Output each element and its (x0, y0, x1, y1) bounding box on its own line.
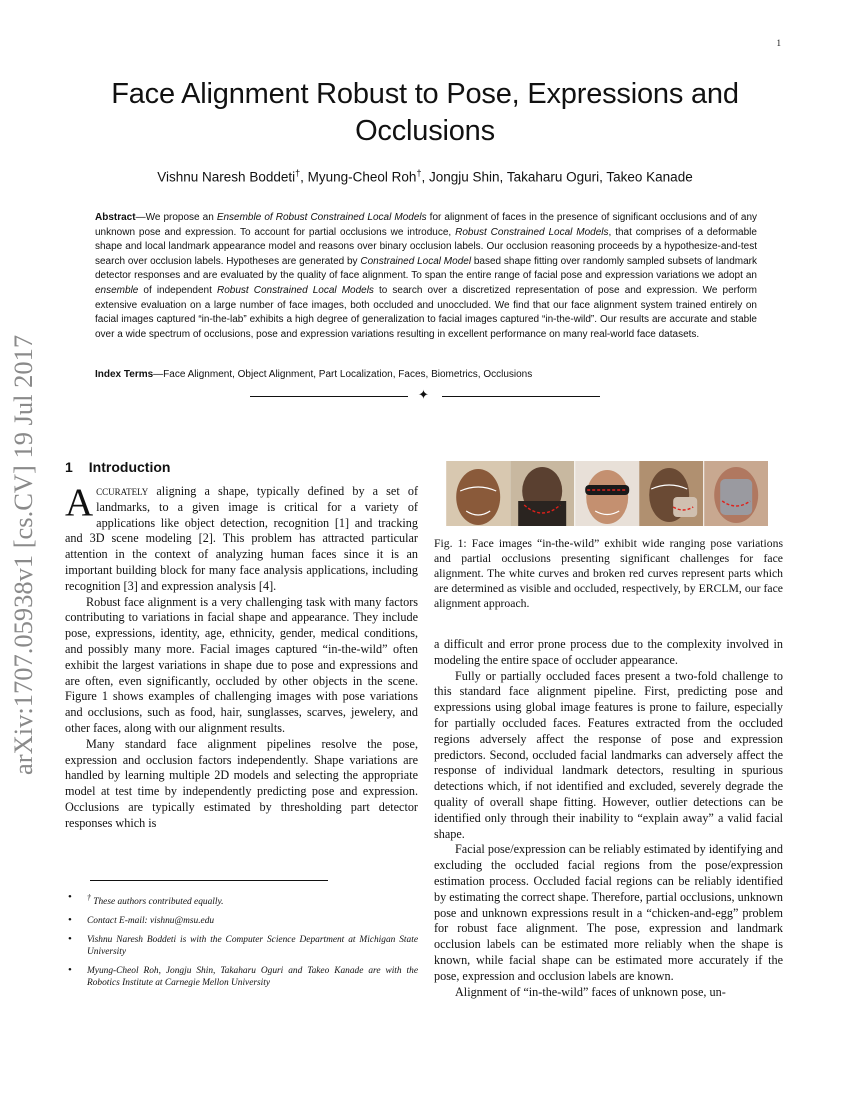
index-terms-dash: — (153, 369, 164, 380)
index-terms (95, 369, 757, 380)
section-number: 1 (65, 459, 73, 475)
author-list (60, 168, 790, 185)
bullet-icon: • (68, 891, 72, 903)
bullet-icon: • (68, 933, 72, 946)
footnote (65, 892, 418, 908)
author-name: Vishnu Naresh Boddeti (157, 169, 296, 185)
abstract-dash: — (135, 212, 146, 223)
paragraph: Robust face alignment is a very challenging task with many factors contributing to variations in facial shape and appearance. They include pose, expressions, identity, age, ethnicity, gender, medical conditions, and possibly many more. Facial images captured “in-the-wild” often exhibit the largest variations in shape due to pose and expressions and are often, even significantly, occluded by other objects in the scene. Figure 1 shows examples of challenging images with pose variations and occlusions, such as food, hair, sunglasses, scarves, jewelery, and other faces, along with our alignment results. (65, 594, 418, 735)
abstract-emphasis: ensemble (95, 284, 139, 296)
face-5-occluder (720, 479, 752, 515)
abstract-text: based shape fitting over randomly sampled subsets of landmark detector responses and are evaluated by the quality of face alignment. To span the entire range of facial pose and expression variations we adopt an (95, 255, 758, 282)
author-separator: , (300, 169, 308, 185)
footnote-text: Contact E-mail: vishnu@msu.edu (87, 916, 215, 927)
face-image-1 (446, 461, 510, 526)
abstract (95, 211, 757, 342)
face-image-2 (510, 461, 574, 526)
author-name: Myung-Cheol Roh (307, 169, 417, 185)
title-line-1: Face Alignment Robust to Pose, Expressions and (111, 78, 739, 110)
author-mark: † (295, 168, 301, 178)
abstract-body (95, 212, 757, 340)
figure-1-caption (434, 537, 783, 612)
author-mark: † (416, 168, 422, 178)
right-column-body (434, 637, 783, 1000)
abstract-emphasis: Robust Constrained Local Models (455, 226, 609, 238)
page-number: 1 (776, 38, 781, 48)
face-1-skin (456, 469, 500, 525)
abstract-text: We propose an (145, 212, 217, 223)
footnote-text: These authors contributed equally. (93, 897, 224, 908)
index-terms-text: Face Alignment, Object Alignment, Part Localization, Faces, Biometrics, Occlusions (163, 369, 533, 380)
face-image-5 (704, 461, 768, 526)
paragraph: Facial pose/expression can be reliably estimated by identifying and excluding the occluded facial regions from the pose/expression estimation process. Occluded facial regions can be reliably identified by estimating the correct shape. Therefore, partial occlusions, unknown pose and unknown expressions result in a “chicken-and-egg” problem for robust face alignment. The pose, expression and landmark occlusion labels can be estimated more reliably when the shape is known, while facial shape can be estimated more accurately if the pose, expression and occlusion labels are known. (434, 842, 783, 983)
abstract-text: , that comprises of a deformable shape and local landmark appearance model and reasons over binary occlusion labels. Our occlusion reasoning proceeds by a hypothesize-and-test search over occlusion labels. Hypotheses are generated by (95, 226, 757, 267)
caption-label: Fig. 1: (434, 537, 467, 550)
face-image-4 (639, 461, 703, 526)
paragraph: a difficult and error prone process due to the complexity involved in modeling the entire space of occluder appearance. (434, 637, 783, 667)
abstract-label: Abstract (95, 212, 136, 223)
figure-1-image-strip (446, 461, 768, 526)
face-3-skin (586, 470, 628, 524)
face-image-3 (575, 461, 639, 526)
abstract-text: for alignment of faces in the presence of significant occlusions and of any unknown pose and expression. To account for partial occlusions we introduce, (95, 212, 758, 238)
author-separator: , (599, 169, 607, 185)
footnotes (65, 892, 418, 996)
author-name: Takaharu Oguri (506, 169, 600, 185)
paragraph: Fully or partially occluded faces present a two-fold challenge to this standard face alignment pipeline. First, predicting pose and expressions using global image features is prone to failure, especially for partially occluded faces. Features extracted from the occluded regions adversely affect the response of pose and expression predictors. Second, occluded facial landmarks can adversely affect the response of individual landmark detectors, resulting in spurious detections which, if not identified and excluded, severely degrade the quality of overall shape fitting. However, outlier detections can be identified only through their inability to “explain away” a valid facial shape. (434, 668, 783, 841)
divider-rule-right (442, 396, 600, 397)
index-terms-label: Index Terms (95, 369, 154, 380)
abstract-emphasis: Robust Constrained Local Models (216, 284, 374, 296)
caption-text: Face images “in-the-wild” exhibit wide ranging pose variations and partial occlusions presenting significant challenges for face alignment. The white curves and broken red curves represent parts which are determined as visible and occluded, respectively, by ERCLM, our face alignment approach. (434, 537, 784, 610)
footnote-rule (90, 880, 328, 881)
left-column-body (65, 481, 418, 832)
footnote (65, 934, 418, 958)
author-separator: , (499, 169, 507, 185)
divider-ornament-icon: ✦ (418, 387, 429, 402)
abstract-emphasis: Constrained Local Model (360, 255, 472, 267)
bullet-icon: • (68, 964, 72, 977)
abstract-emphasis: Ensemble of Robust Constrained Local Models (216, 212, 427, 223)
title-line-2: Occlusions (355, 115, 495, 147)
drop-cap: A (65, 481, 94, 524)
arxiv-id-text: arXiv:1707.05938v1 [cs.CV] 19 Jul 2017 (8, 334, 38, 775)
footnote (65, 965, 418, 989)
paragraph-text: aligning a shape, typically defined by a set of landmarks, to a given image is critical for a variety of applications like object detection, recognition [1] and tracking and 3D scene modeling [2]. This problem has attracted particular attention in the context of analyzing human faces since it is an important building block for many face analysis applications, including recognition [3] and expression analysis [4]. (65, 484, 418, 593)
paragraph (65, 481, 418, 595)
paragraph: Many standard face alignment pipelines resolve the pose, expression and occlusion factors independently. Shape variations are handled by learning multiple 2D models and selecting the appropriate model at test time by independently predicting pose and expression. Occlusions are typically estimated by thresholding part detector responses which is (65, 736, 418, 830)
footnote-text: Myung-Cheol Roh, Jongju Shin, Takaharu Oguri and Takeo Kanade are with the Robotics Institute at Carnegie Mellon University (87, 966, 418, 989)
footnote-mark: † (87, 893, 91, 902)
footnote-text: Vishnu Naresh Boddeti is with the Computer Science Department at Michigan State University (87, 935, 418, 958)
bullet-icon: • (68, 914, 72, 927)
arxiv-identifier-stamp (0, 300, 44, 780)
section-title: Introduction (88, 459, 171, 475)
abstract-text: of independent (138, 284, 217, 296)
paragraph: Alignment of “in-the-wild” faces of unknown pose, un- (455, 984, 726, 999)
author-separator: , (421, 169, 429, 185)
author-name: Jongju Shin (428, 169, 500, 185)
paper-title (80, 76, 770, 150)
divider-rule-left (250, 396, 408, 397)
small-caps-lead: ccurately (96, 484, 149, 498)
abstract-text: to search over a discretized representation of pose and expression. We perform extensive evaluation on a large number of face images, both occluded and unoccluded. We find that our face alignment system trained entirely on facial images captured “in-the-lab” exhibits a high degree of generalization to facial images captured “in-the-wild”. Our results are accurate and stable over a wide spectrum of occlusions, pose and expression variations resulting in excellent performance on many real-world face datasets. (95, 284, 757, 340)
footnote (65, 915, 418, 927)
section-heading (65, 459, 170, 475)
face-4-occluder (673, 497, 697, 517)
author-name: Takeo Kanade (606, 169, 693, 185)
